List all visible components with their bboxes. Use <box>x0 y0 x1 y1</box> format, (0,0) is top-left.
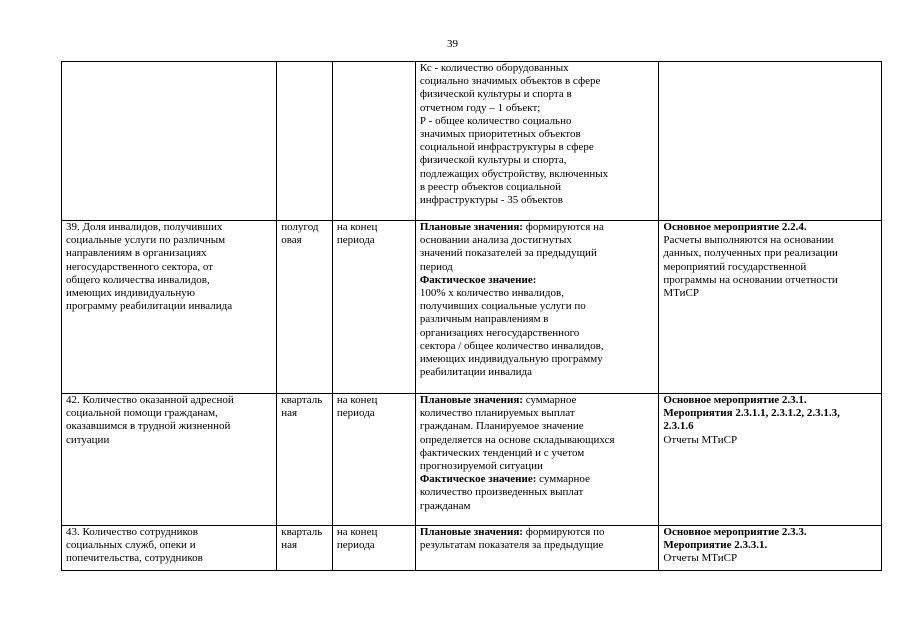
method-line: значений показателей за предыдущий <box>419 247 597 260</box>
name-line: общего количества инвалидов, <box>66 273 210 286</box>
indicator-name-cell <box>62 394 277 526</box>
name-line: имеющих индивидуальную <box>66 287 195 300</box>
calculation-method-cell <box>415 221 659 394</box>
periodicity-cell <box>277 394 333 526</box>
source-line: Отчеты МТиСР <box>663 552 738 565</box>
source-line: 2.3.1.6 <box>663 420 694 433</box>
method-line: физической культуры и спорта, <box>419 154 567 167</box>
name-line: ситуации <box>66 433 110 446</box>
source-line: данных, полученных при реализации <box>663 247 838 260</box>
method-line: в реестр объектов социальной <box>419 180 561 193</box>
method-line: Фактическое значение: суммарное <box>419 473 590 486</box>
method-line: период <box>419 260 453 273</box>
periodicity-line: кварталь <box>281 394 323 406</box>
method-line: инфраструктуры - 35 объектов <box>419 194 563 207</box>
data-source-cell <box>659 394 882 526</box>
time-line: на конец <box>336 394 378 406</box>
name-line: социальные услуги по различным <box>66 234 226 247</box>
method-line: социальной инфраструктуры в сфере <box>419 141 594 154</box>
method-line: Плановые значения: формируются на <box>419 221 604 233</box>
method-line: организациях негосударственного <box>419 326 580 339</box>
periodicity-cell <box>277 221 333 394</box>
method-line: отчетном году – 1 объект; <box>419 101 541 114</box>
source-line: Мероприятия 2.3.1.1, 2.3.1.2, 2.3.1.3, <box>663 407 840 420</box>
method-line: реабилитации инвалида <box>419 366 532 379</box>
method-line: количество планируемых выплат <box>419 407 575 420</box>
name-line: программу реабилитации инвалида <box>66 300 233 313</box>
periodicity-cell <box>277 62 333 221</box>
indicator-name-cell <box>62 221 277 394</box>
source-line: программы на основании отчетности <box>663 273 838 286</box>
periodicity-cell <box>277 526 333 571</box>
method-line: прогнозируемой ситуации <box>419 460 543 473</box>
method-line: подлежащих обустройству, включенных <box>419 167 609 180</box>
calculation-method-cell <box>415 394 659 526</box>
name-line: попечительства, сотрудников <box>66 552 203 565</box>
source-line: Основное мероприятие 2.2.4. <box>663 221 807 233</box>
table-row <box>62 526 882 571</box>
name-line: 39. Доля инвалидов, получивших <box>66 221 223 233</box>
method-line: различным направлениям в <box>419 313 549 326</box>
calculation-method-cell <box>415 526 659 571</box>
source-line: МТиСР <box>663 287 699 300</box>
source-line: Мероприятие 2.3.3.1. <box>663 539 768 552</box>
name-line: социальных служб, опеки и <box>66 539 196 552</box>
method-line: результатам показателя за предыдущие <box>419 539 604 552</box>
data-source-cell <box>659 526 882 571</box>
name-line: направлениям в организациях <box>66 247 207 260</box>
method-line: имеющих индивидуальную программу <box>419 353 603 366</box>
data-source-cell <box>659 221 882 394</box>
method-line: социально значимых объектов в сфере <box>419 75 601 88</box>
method-line: количество произведенных выплат <box>419 486 584 499</box>
time-point-cell <box>332 394 415 526</box>
method-line: Фактическое значение: <box>419 273 537 286</box>
table-row <box>62 394 882 526</box>
method-line: гражданам. Планируемое значение <box>419 420 584 433</box>
method-line: физической культуры и спорта в <box>419 88 572 101</box>
source-line: Расчеты выполняются на основании <box>663 234 834 247</box>
method-line: получивших социальные услуги по <box>419 300 586 313</box>
time-line: на конец <box>336 526 378 538</box>
indicator-name-cell <box>62 62 277 221</box>
method-line: основании анализа достигнутых <box>419 234 572 247</box>
time-point-cell <box>332 221 415 394</box>
table-row <box>62 221 882 394</box>
time-point-cell <box>332 62 415 221</box>
page-number: 39 <box>447 38 458 50</box>
name-line: 43. Количество сотрудников <box>66 526 198 538</box>
method-line: Плановые значения: суммарное <box>419 394 577 406</box>
name-line: негосударственного сектора, от <box>66 260 214 273</box>
time-point-cell <box>332 526 415 571</box>
source-line: мероприятий государственной <box>663 260 807 273</box>
source-line: Основное мероприятие 2.3.3. <box>663 526 807 538</box>
time-line: на конец <box>336 221 378 233</box>
method-line: значимых приоритетных объектов <box>419 128 581 141</box>
method-line: сектора / общее количество инвалидов, <box>419 339 604 352</box>
method-line: Р - общее количество социально <box>419 114 572 127</box>
method-line: фактических тенденций и с учетом <box>419 446 585 459</box>
time-line: периода <box>336 539 375 552</box>
periodicity-line: кварталь <box>281 526 323 538</box>
name-line: 42. Количество оказанной адресной <box>66 394 234 406</box>
indicators-table <box>61 61 882 571</box>
method-line: 100% х количество инвалидов, <box>419 287 564 300</box>
method-line: гражданам <box>419 499 471 512</box>
periodicity-line: полугод <box>281 221 319 233</box>
periodicity-line: ная <box>281 407 298 420</box>
table-row <box>62 62 882 221</box>
indicator-name-cell <box>62 526 277 571</box>
name-line: социальной помощи гражданам, <box>66 407 218 420</box>
time-line: периода <box>336 234 375 247</box>
source-line: Основное мероприятие 2.3.1. <box>663 394 807 406</box>
periodicity-line: ная <box>281 539 298 552</box>
periodicity-line: овая <box>281 234 302 247</box>
method-line: Плановые значения: формируются по <box>419 526 605 538</box>
time-line: периода <box>336 407 375 420</box>
data-source-cell <box>659 62 882 221</box>
method-line: Кс - количество оборудованных <box>419 62 569 74</box>
source-line: Отчеты МТиСР <box>663 433 738 446</box>
name-line: оказавшимся в трудной жизненной <box>66 420 231 433</box>
method-line: определяется на основе складывающихся <box>419 433 615 446</box>
calculation-method-cell <box>415 62 659 221</box>
